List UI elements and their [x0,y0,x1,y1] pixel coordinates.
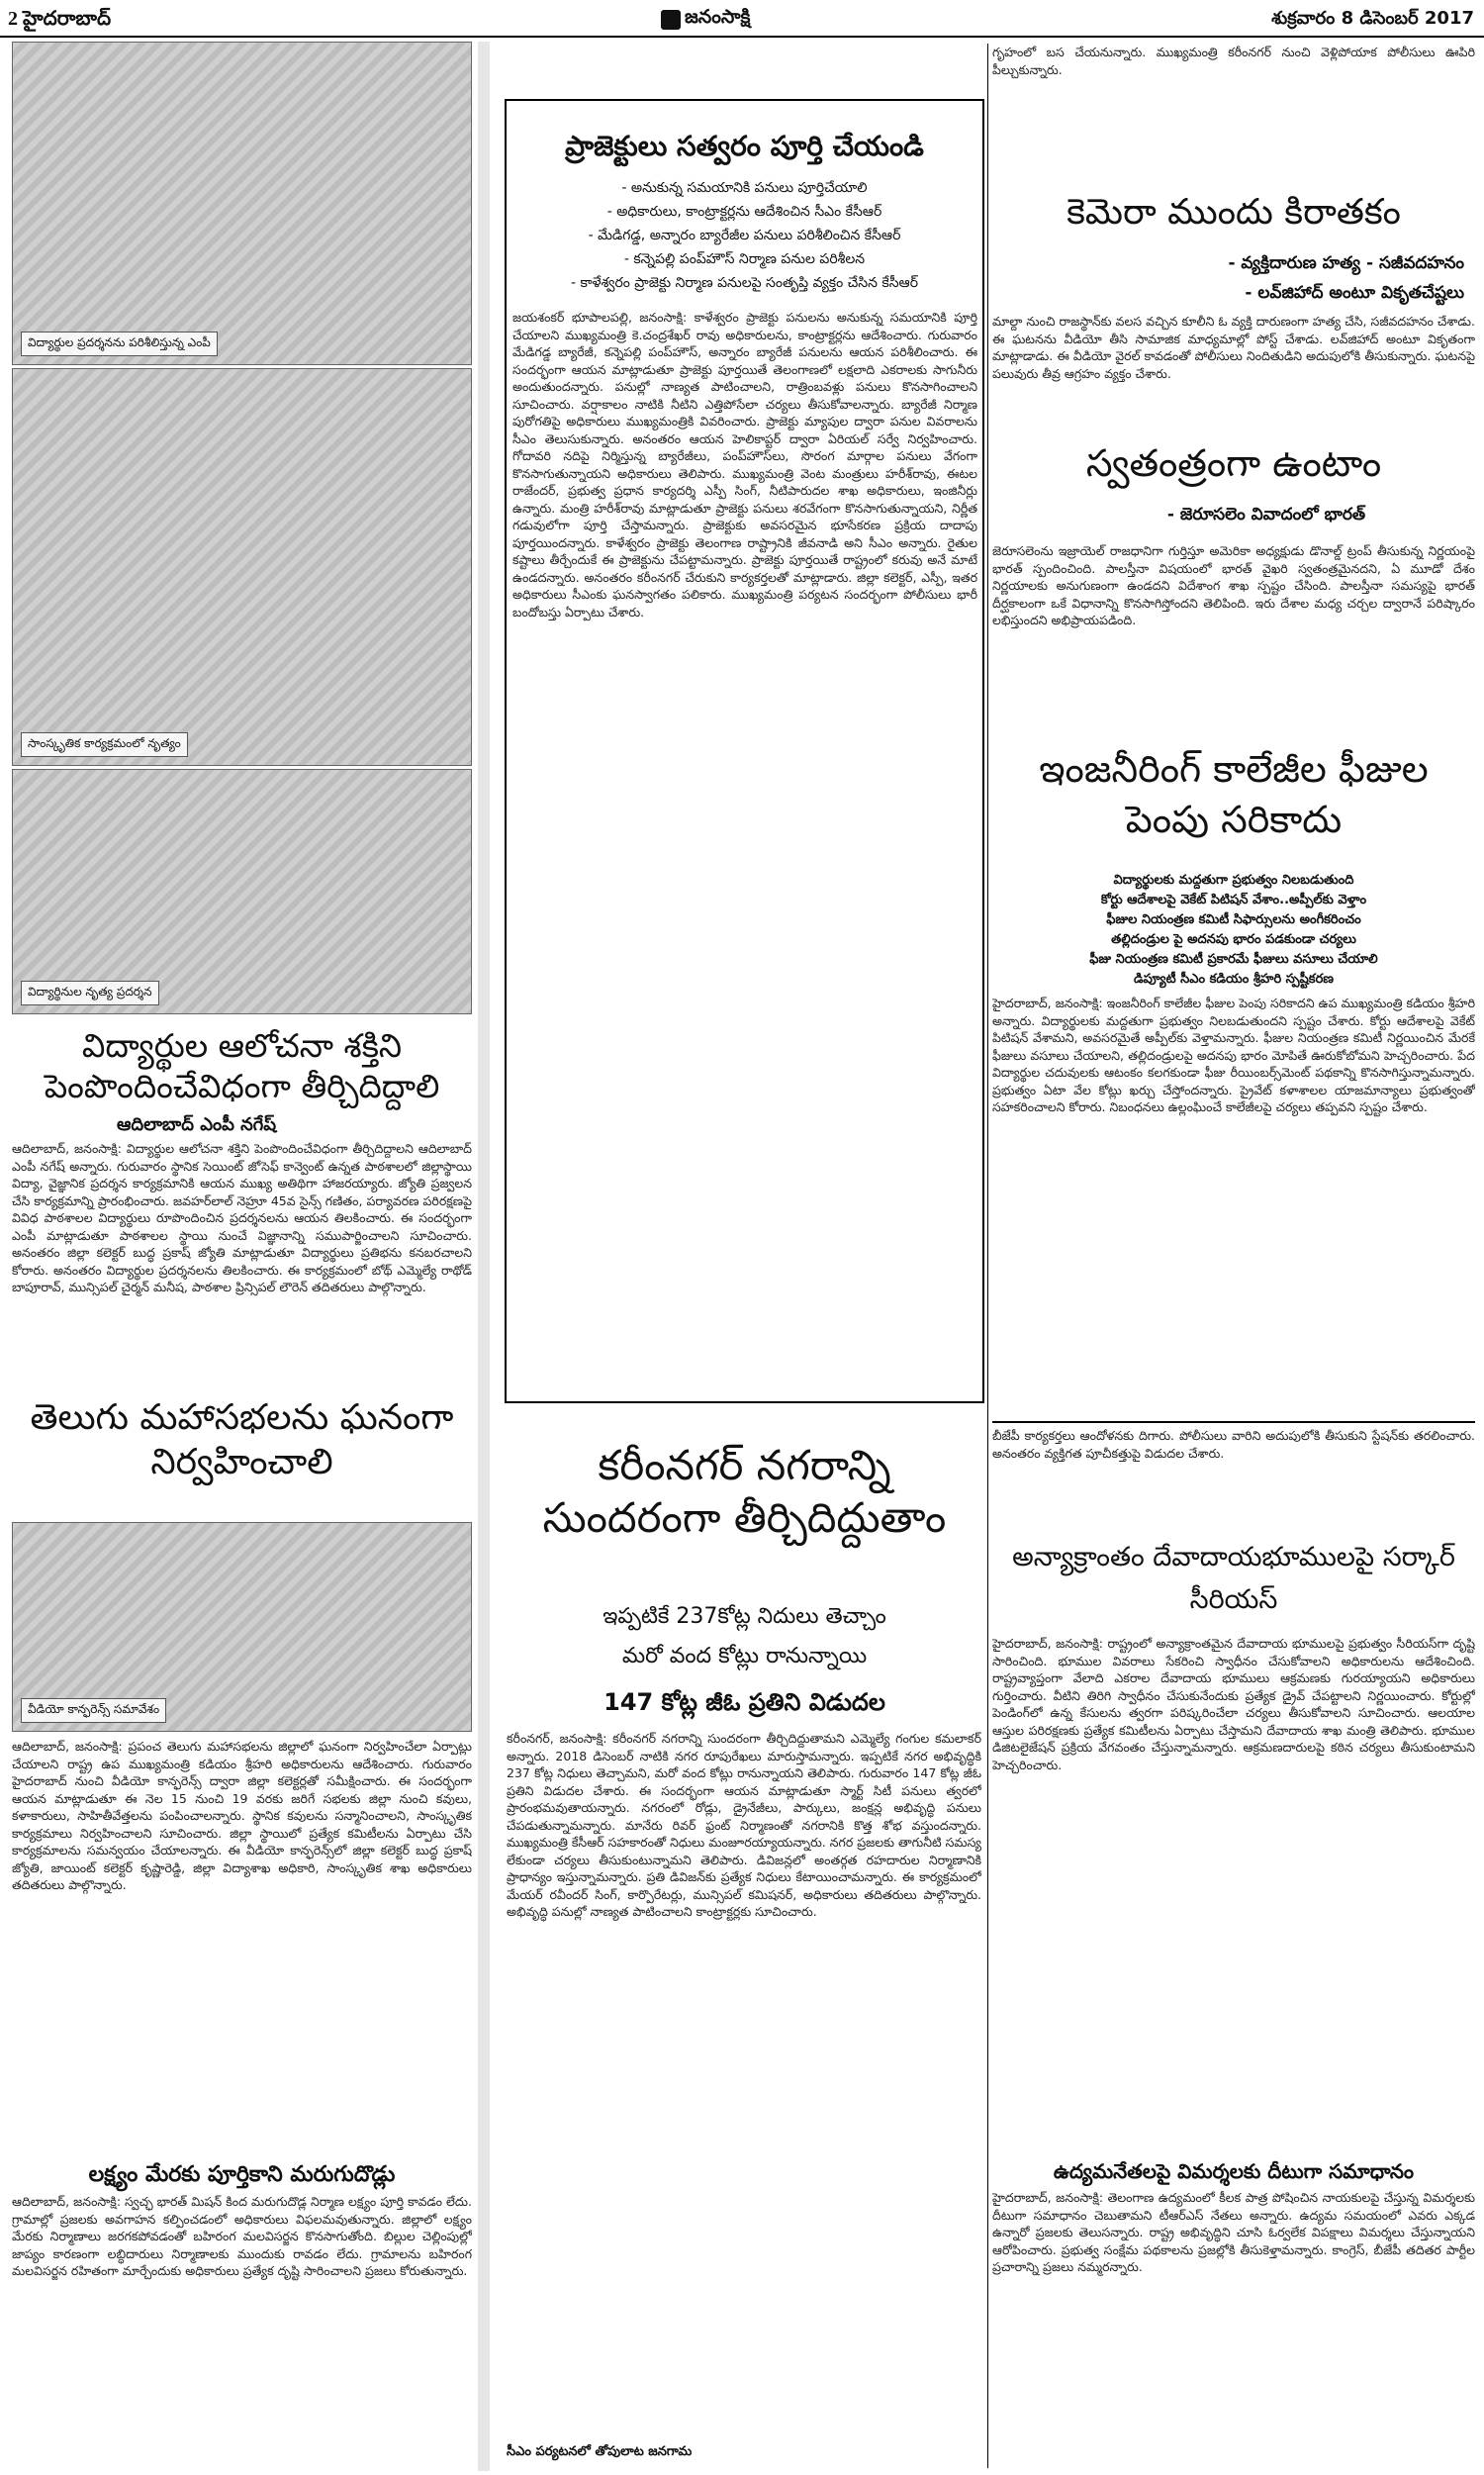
right-a3-subs [992,871,1475,990]
right-a2-headline: స్వతంత్రంగా ఉంటాం [1085,441,1382,485]
middle-a2-sub-2: మరో వంద కోట్లు రానున్నాయి [621,1644,868,1668]
middle-a2-headline: కరీంనగర్ నగరాన్ని సుందరంగా తీర్చిదిద్దుతాం [542,1441,947,1542]
left-a1-body: ఆదిలాబాద్, జనంసాక్షి: విద్యార్థుల ఆలోచనా శక్తిని పెంపొందించేవిధంగా తీర్చిదిద్దాలని ఆదిలాబాద్ ఎంపీ నగేష్ అన్నారు. గురువారం స్థానిక సెయింట్ జోసెఫ్ కాన్వెంట్ ఉన్నత పాఠశాలలో జిల్లాస్థాయి విద్యా, వైజ్ఞానిక ప్రదర్శన కార్యక్రమానికి ఆయన ముఖ్య అతిథిగా హాజరయ్యారు. జ్యోతి ప్రజ్వలన చేసి కార్యక్రమాన్ని ప్రారంభించారు. జవహర్‌లాల్ నెహ్రూ 45వ సైన్స్ గణితం, పర్యావరణ పరిరక్షణపై వివిధ పాఠశాలల విద్యార్థులు రూపొందించిన ప్రదర్శనలను ఆయన తిలకించారు. ఈ సందర్భంగా ఎంపీ మాట్లాడుతూ పాఠశాలల స్థాయి నుంచే విజ్ఞానాన్ని సముపార్జించాలని సూచించారు. అనంతరం జిల్లా కలెక్టర్ బుద్ధ ప్రకాష్ జ్యోతి మాట్లాడుతూ విద్యార్థులు ప్రతిభను కనబరచాలని కోరారు. అనంతరం విద్యార్థుల ప్రదర్శనలను తిలకించారు. ఈ కార్యక్రమంలో బోథ్ ఎమ్మెల్యే రాథోడ్ బాపూరావ్, మున్సిపల్ చైర్మన్ మనీష, పాఠశాల ప్రిన్సిపల్ లౌరెన్ తదితరులు పాల్గొన్నారు. [12,1141,472,1294]
right-a3-sub: డిప్యూటీ సీఎం కడియం శ్రీహరి స్పష్టీకరణ [1133,972,1335,987]
bullet-item: - మేడిగడ్డ, అన్నారం బ్యారేజీల పనులు పరిశీలించిన కేసీఆర్ [588,228,901,243]
middle-a2-sub-3: 147 కోట్ల జీఓ ప్రతిని విడుదల [603,1688,885,1716]
right-a5-headline: ఉద్యమనేతలపై విమర్శలకు దీటుగా సమాధానం [1053,2159,1415,2183]
left-a1-subtitle: ఆదిలాబాద్ ఎంపీ నగేష్ [117,1114,277,1135]
header-rule [0,36,1484,38]
right-a3-sub: విద్యార్థులకు మద్దతుగా ప్రభుత్వం నిలబడుతుంది [1113,873,1354,888]
right-a3-body: హైదరాబాద్, జనంసాక్షి: ఇంజనీరింగ్ కాలేజీల ఫీజుల పెంపు సరికాదని ఉప ముఖ్యమంత్రి కడియం శ్రీహరి అన్నారు. విద్యార్థులకు మద్దతుగా ప్రభుత్వం నిలబడుతుందని స్పష్టం చేశారు. కోర్టు ఆదేశాలపై వెకేట్ పిటిషన్ వేశామని, అవసరమైతే అప్పీల్‌కు వెళ్తామన్నారు. ఫీజుల నియంత్రణ కమిటీ నిర్ణయించిన మేరకే ఫీజులు వసూలు చేయాలని, తల్లిదండ్రులపై అదనపు భారం మోపితే ఊరుకోబోమని హెచ్చరించారు. పేద విద్యార్థుల చదువులకు ఆటంకం కలగకుండా ఫీజు రీయింబర్స్‌మెంట్ పథకాన్ని కొనసాగిస్తున్నామన్నారు. ప్రభుత్వం ఏటా వేల కోట్లు ఖర్చు చేస్తోందన్నారు. ప్రైవేట్ కళాశాలల యాజమాన్యాలు ప్రభుత్వంతో సహకరించాలని కోరారు. నిబంధనలు ఉల్లంఘించే కాలేజీలపై చర్యలు తప్పవని స్పష్టం చేశారు. [992,996,1475,1114]
middle-a2-footer: సీఎం పర్యటనలో తోపులాట జనగామ [507,2444,693,2459]
right-a4-headline: అన్యాక్రాంతం దేవాదాయభూములపై సర్కార్ సీరియస్ [1012,1542,1455,1616]
left-a3-headline: లక్ష్యం మేరకు పూర్తికాని మరుగుదొడ్లు [88,2162,396,2187]
left-a2-body: ఆదిలాబాద్, జనంసాక్షి: ప్రపంచ తెలుగు మహాసభలను జిల్లాలో ఘనంగా నిర్వహించేలా ఏర్పాట్లు చేయాలని రాష్ట్ర ఉప ముఖ్యమంత్రి కడియం శ్రీహరి అధికారులను ఆదేశించారు. గురువారం హైదరాబాద్ నుంచి వీడియో కాన్ఫరెన్స్ ద్వారా జిల్లా కలెక్టర్లతో సమీక్షించారు. ఈ సందర్భంగా ఆయన మాట్లాడుతూ ఈ నెల 15 నుంచి 19 వరకు జరిగే సభలకు జిల్లా నుంచి కవులు, కళాకారులు, సాహితీవేత్తలను పంపించాలన్నారు. స్థానిక కవులను సన్మానించాలని, సాంస్కృతిక కార్యక్రమాలు నిర్వహించాలని సూచించారు. జిల్లా స్థాయిలో ప్రత్యేక కమిటీలను ఏర్పాటు చేసి కార్యక్రమాలను సమన్వయం చేయాలన్నారు. ఈ వీడియో కాన్ఫరెన్స్‌లో జిల్లా కలెక్టర్ బుద్ధ ప్రకాష్ జ్యోతి, జాయింట్ కలెక్టర్ కృష్ణారెడ్డి, జిల్లా విద్యాశాఖ అధికారి, సాంస్కృతిక శాఖ అధికారులు తదితరులు పాల్గొన్నారు. [12,1739,472,1892]
right-a4-body: హైదరాబాద్, జనంసాక్షి: రాష్ట్రంలో అన్యాక్రాంతమైన దేవాదాయ భూములపై ప్రభుత్వం సీరియస్‌గా దృష్టి సారించింది. భూముల వివరాలు సేకరించి స్వాధీనం చేసుకోవాలని అధికారులను ఆదేశించింది. రాష్ట్రవ్యాప్తంగా వేలాది ఎకరాల దేవాదాయ భూములు ఆక్రమణకు గురయ్యాయని అధికారులు గుర్తించారు. వీటిని తిరిగి స్వాధీనం చేసుకునేందుకు ప్రత్యేక డ్రైవ్ చేపట్టాలని నిర్ణయించారు. కోర్టుల్లో పెండింగ్‌లో ఉన్న కేసులను త్వరగా పరిష్కరించేలా చర్యలు తీసుకోవాలని సూచించారు. ఆలయాల ఆస్తుల పరిరక్షణకు ప్రత్యేక కమిటీలను ఏర్పాటు చేస్తామని దేవాదాయ శాఖ మంత్రి తెలిపారు. భూముల డిజిటలైజేషన్ ప్రక్రియ వేగవంతం చేస్తున్నామన్నారు. ఆక్రమణదారులపై కఠిన చర్యలు తీసుకుంటామని హెచ్చరించారు. [992,1636,1475,1772]
right-a1-sub-1: - వ్యక్తిదారుణ హత్య - సజీవదహనం [1228,253,1464,273]
bullet-item: - అధికారులు, కాంట్రాక్టర్లను ఆదేశించిన సీఎం కేసీఆర్ [606,204,882,220]
left-a3-body: ఆదిలాబాద్, జనంసాక్షి: స్వచ్ఛ భారత్ మిషన్ కింద మరుగుదొడ్ల నిర్మాణ లక్ష్యం పూర్తి కావడం లేదు. గ్రామాల్లో ప్రజలకు అవగాహన కల్పించడంలో అధికారులు విఫలమవుతున్నారు. జిల్లాలో లక్ష్యం మేరకు నిర్మాణాలు జరగకపోవడంతో బహిరంగ మలవిసర్జన కొనసాగుతోంది. బిల్లుల చెల్లింపుల్లో జాప్యం కారణంగా లబ్ధిదారులు నిర్మాణాలకు ముందుకు రావడం లేదు. గ్రామాలను బహిరంగ మలవిసర్జన రహితంగా మార్చేందుకు అధికారులు ప్రత్యేక దృష్టి సారించాలని ప్రజలు కోరుతున్నారు. [12,2194,472,2278]
right-a3-sub: కోర్టు ఆదేశాలపై వెకేట్ పిటిషన్ వేశాం..అప్పీల్‌కు వెళ్తాం [1100,893,1367,907]
middle-a2-sub-1: ఇప్పటికే 237కోట్ల నిదులు తెచ్చాం [603,1604,886,1629]
right-a5-body: హైదరాబాద్, జనంసాక్షి: తెలంగాణ ఉద్యమంలో కీలక పాత్ర పోషించిన నాయకులపై చేస్తున్న విమర్శలకు దీటుగా సమాధానం చెబుతామని టీఆర్ఎస్ నేతలు అన్నారు. ఉద్యమ సమయంలో ఎవరు ఎక్కడ ఉన్నారో ప్రజలకు తెలుసన్నారు. రాష్ట్ర అభివృద్ధిని చూసి ఓర్వలేక విపక్షాలు విమర్శలు చేస్తున్నాయని ఆరోపించారు. ప్రభుత్వ సంక్షేమ పథకాలను ప్రజల్లోకి తీసుకెళ్తామన్నారు. కాంగ్రెస్, బీజేపీ తదితర పార్టీల ప్రచారాన్ని ప్రజలు నమ్మరన్నారు. [992,2190,1475,2274]
photo-dance-1: సాంస్కృతిక కార్యక్రమంలో నృత్యం [12,368,472,766]
page-number: 2 హైదరాబాద్ [8,8,112,30]
column-rule [987,44,988,2468]
right-a1-headline: కెమెరా ముందు కిరాతకం [1067,192,1401,233]
right-a1-body: మాల్దా నుంచి రాజస్థాన్‌కు వలస వచ్చిన కూలీని ఓ వ్యక్తి దారుణంగా హత్య చేసి, సజీవదహనం చేశాడు. ఈ ఘటనను వీడియో తీసి సామాజిక మాధ్యమాల్లో పోస్ట్ చేశాడు. లవ్‌జిహాద్ అంటూ వికృతంగా మాట్లాడాడు. ఈ వీడియో వైరల్ కావడంతో పోలీసులు నిందితుడిని అదుపులోకి తీసుకున్నారు. ఘటనపై పలువురు తీవ్ర ఆగ్రహం వ్యక్తం చేశారు. [992,314,1475,381]
logo-icon [661,10,681,30]
photo-exhibition: విద్యార్థుల ప్రదర్శనను పరిశీలిస్తున్న ఎంపీ [12,42,472,365]
bullet-item: - అనుకున్న సమయానికి పనులు పూర్తిచేయాలి [621,180,868,196]
right-a3-headline: ఇంజనీరింగ్ కాలేజీల ఫీజుల పెంపు సరికాదు [1039,747,1429,842]
right-a2-sub: - జెరూసలెం వివాదంలో భారత్ [1166,505,1366,524]
right-a2-body: జెరూసలెంను ఇజ్రాయెల్ రాజధానిగా గుర్తిస్తూ అమెరికా అధ్యక్షుడు డొనాల్డ్ ట్రంప్ తీసుకున్న నిర్ణయంపై భారత్ స్పందించింది. పాలస్తీనా విషయంలో భారత్ వైఖరి స్వతంత్రమైనదని, ఏ మూడో దేశం నిర్ణయాలకు అనుగుణంగా ఉండదని విదేశాంగ శాఖ స్పష్టం చేసింది. పాలస్తీనా సమస్యపై భారత్ దీర్ఘకాలంగా ఒకే విధానాన్ని కొనసాగిస్తోందని తెలిపింది. ఇరు దేశాల మధ్య చర్చల ద్వారానే పరిష్కారం లభిస్తుందని అభిప్రాయపడింది. [992,543,1475,627]
date-line: శుక్రవారం 8 డిసెంబర్ 2017 [1271,8,1474,29]
middle-a1-bullets [510,176,979,295]
middle-a1-body: జయశంకర్ భూపాలపల్లి, జనంసాక్షి: కాళేశ్వరం ప్రాజెక్టు పనులను అనుకున్న సమయానికి పూర్తి చేయాలని ముఖ్యమంత్రి కె.చంద్రశేఖర్ రావు అధికారులను, కాంట్రాక్టర్లను ఆదేశించారు. గురువారం మేడిగడ్డ బ్యారేజీ, కన్నెపల్లి పంప్‌హౌస్, అన్నారం బ్యారేజీ పనులను ఆయన పరిశీలించారు. ఈ సందర్భంగా ఆయన మాట్లాడుతూ ప్రాజెక్టు పూర్తయితే తెలంగాణలో లక్షలాది ఎకరాలకు సాగునీరు అందుతుందన్నారు. పనుల్లో నాణ్యత పాటించాలని, రాత్రింబవళ్లు పనులు కొనసాగించాలని సూచించారు. వర్షాకాలం నాటికి నీటిని ఎత్తిపోసేలా చర్యలు తీసుకోవాలన్నారు. బ్యారేజీ నిర్మాణ పురోగతిపై అధికారులు ముఖ్యమంత్రికి వివరించారు. ప్రాజెక్టు మ్యాపుల ద్వారా పనుల వివరాలను సీఎం తెలుసుకున్నారు. అనంతరం ఆయన హెలికాప్టర్ ద్వారా ఏరియల్ సర్వే నిర్వహించారు. గోదావరి నదిపై నిర్మిస్తున్న బ్యారేజీలు, పంప్‌హౌస్‌లు, సొరంగ మార్గాల పనులు వేగంగా కొనసాగుతున్నాయని అధికారులు తెలిపారు. ముఖ్యమంత్రి వెంట మంత్రులు హరీశ్‌రావు, ఈటల రాజేందర్, ప్రభుత్వ ప్రధాన కార్యదర్శి ఎస్పీ సింగ్, నీటిపారుదల శాఖ అధికారులు, ఇంజినీర్లు ఉన్నారు. మంత్రి హరీశ్‌రావు మాట్లాడుతూ ప్రాజెక్టు పనులు శరవేగంగా కొనసాగుతున్నాయని, నిర్ణీత గడువులోగా పూర్తి చేస్తామన్నారు. ప్రాజెక్టుకు అవసరమైన భూసేకరణ ప్రక్రియ దాదాపు పూర్తయిందన్నారు. కాళేశ్వరం ప్రాజెక్టు తెలంగాణ రాష్ట్రానికి జీవనాడి అని సీఎం అన్నారు. రైతుల కష్టాలు తీర్చేందుకే ఈ ప్రాజెక్టును చేపట్టామన్నారు. ప్రాజెక్టు పూర్తయితే రాష్ట్రంలో కరువు అనే మాటే ఉండదన్నారు. అనంతరం కరీంనగర్ చేరుకుని కార్యకర్తలతో మాట్లాడారు. జిల్లా కలెక్టర్, ఎస్పీ, ఇతర అధికారులు సీఎంకు ఘనస్వాగతం పలికారు. ముఖ్యమంత్రి పర్యటన సందర్భంగా పోలీసులు భారీ బందోబస్తు ఏర్పాటు చేశారు. [512,310,977,619]
right-a1-sub-2: - లవ్‌జిహాద్ అంటూ వికృతచేష్టలు [1245,283,1464,303]
newspaper-logo: జనంసాక్షి [661,6,750,33]
right-a3-sub: ఫీజు నియంత్రణ కమిటీ ప్రకారమే ఫీజులు వసూలు చేయాలి [1089,952,1378,967]
right-top-continuation: గృహంలో బస చేయనున్నారు. ముఖ్యమంత్రి కరీంనగర్ నుంచి వెళ్లిపోయాక పోలీసులు ఊపిరి పీల్చుకున్నారు. [992,45,1475,77]
right-a4-top: బీజేపీ కార్యకర్తలు ఆందోళనకు దిగారు. పోలీసులు వారిని అదుపులోకి తీసుకుని స్టేషన్‌కు తరలించారు. అనంతరం వ్యక్తిగత పూచీకత్తుపై విడుదల చేశారు. [992,1428,1475,1461]
right-a3-sub: తల్లిదండ్రుల పై అదనపు భారం పడకుండా చర్యలు [1111,932,1356,947]
gray-column-bar [478,42,490,2471]
bullet-item: - కాళేశ్వరం ప్రాజెక్టు నిర్మాణ పనులపై సంతృప్తి వ్యక్తం చేసిన కేసీఆర్ [571,275,918,291]
right-a3-sub: ఫీజుల నియంత్రణ కమిటీ సిఫార్సులను అంగీకరించం [1106,912,1361,927]
right-divider [992,1421,1475,1423]
photo-video-conference: వీడియో కాన్ఫరెన్స్ సమావేశం [12,1522,472,1732]
middle-a1-headline: ప్రాజెక్టులు సత్వరం పూర్తి చేయండి [565,130,924,162]
photo-dance-2: విద్యార్థినుల నృత్య ప్రదర్శన [12,769,472,1014]
left-a2-headline: తెలుగు మహాసభలను ఘనంగా నిర్వహించాలి [30,1397,454,1482]
bullet-item: - కన్నెపల్లి పంప్‌హౌస్ నిర్మాణ పనుల పరిశీలన [623,251,866,267]
left-a1-headline: విద్యార్థుల ఆలోచనా శక్తిని పెంపొందించేవిధంగా తీర్చిదిద్దాలి [44,1026,440,1106]
middle-a2-body: కరీంనగర్, జనంసాక్షి: కరీంనగర్ నగరాన్ని సుందరంగా తీర్చిదిద్దుతామని ఎమ్మెల్యే గంగుల కమలాకర్ అన్నారు. 2018 డిసెంబర్ నాటికి నగర రూపురేఖలు మారుస్తామన్నారు. ఇప్పటికే నగర అభివృద్ధికి 237 కోట్ల నిధులు తెచ్చామని, మరో వంద కోట్లు రానున్నాయని తెలిపారు. గురువారం 147 కోట్ల జీఓ ప్రతిని విడుదల చేశారు. ఈ సందర్భంగా ఆయన మాట్లాడుతూ స్మార్ట్ సిటీ పనులు త్వరలో ప్రారంభమవుతాయన్నారు. నగరంలో రోడ్లు, డ్రైనేజీలు, పార్కులు, జంక్షన్ల అభివృద్ధి పనులు చేపడుతున్నామన్నారు. మానేరు రివర్ ఫ్రంట్ నిర్మాణంతో నగరానికి కొత్త శోభ వస్తుందన్నారు. ముఖ్యమంత్రి కేసీఆర్ సహకారంతో నిధులు మంజూరయ్యాయన్నారు. నగర ప్రజలకు తాగునీటి సమస్య లేకుండా చర్యలు తీసుకుంటున్నామని తెలిపారు. డివిజన్లలో అంతర్గత రహదారుల నిర్మాణానికి ప్రాధాన్యం ఇస్తున్నామన్నారు. ప్రతి డివిజన్‌కు ప్రత్యేక నిధులు కేటాయించామన్నారు. ఈ కార్యక్రమంలో మేయర్ రవీందర్ సింగ్, కార్పొరేటర్లు, మున్సిపల్ కమిషనర్, అధికారులు తదితరులు పాల్గొన్నారు. అభివృద్ధి పనుల్లో నాణ్యత పాటించాలని కాంట్రాక్టర్లకు సూచించారు. [507,1731,981,1919]
